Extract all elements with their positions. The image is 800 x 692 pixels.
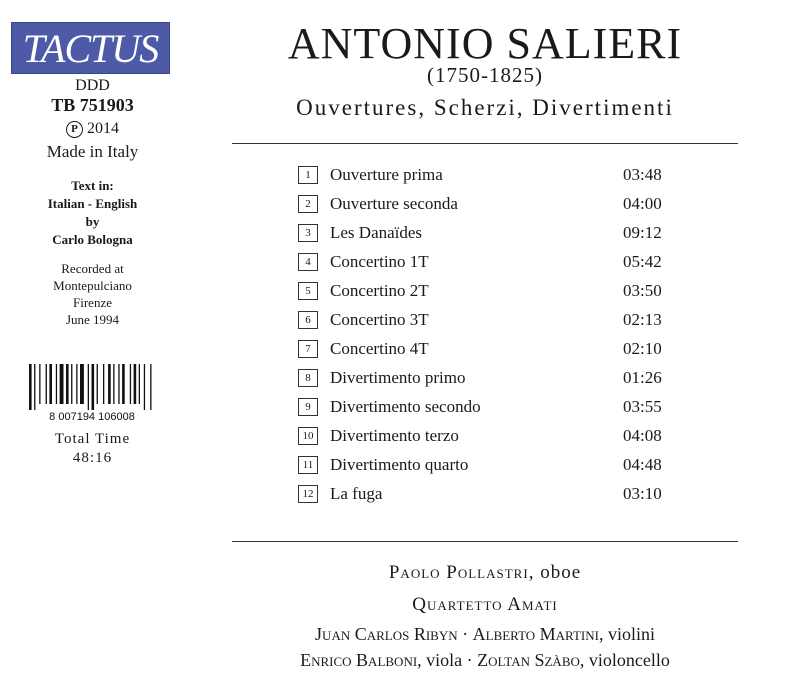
track-duration: 01:26 [623,368,662,387]
tactus-logo [11,22,170,74]
album-subtitle: Ouvertures, Scherzi, Divertimenti [296,95,674,120]
track-title: Concertino 2T [330,281,429,300]
cellist-name: Zoltan Szàbo [477,650,580,670]
barcode-bar [108,364,111,404]
track-number: 6 [298,311,318,329]
barcode-bar [29,364,32,410]
track-duration: 03:50 [623,281,662,300]
phonogram-line [0,120,185,138]
text-in-line: Text in: [71,178,114,193]
track-duration: 03:48 [623,165,662,184]
year: 2014 [87,120,119,137]
track-row [298,481,678,510]
violist-name: Enrico Balboni [300,650,418,670]
track-title: Ouverture prima [330,165,443,184]
text-in-line: Italian - English [47,196,138,211]
total-time-value: 48:16 [72,450,113,466]
track-number: 1 [298,166,318,184]
recording-info [0,260,185,328]
recording-line: June 1994 [65,312,120,327]
phonogram-icon: P [66,121,83,138]
track-title: Divertimento primo [330,368,466,387]
text-in-line: by [85,214,100,229]
barcode-bar [76,364,77,404]
track-duration: 02:10 [623,339,662,358]
barcode-bar [46,364,47,404]
format-code: DDD [75,77,110,94]
track-row [298,365,678,394]
track-duration: 09:12 [623,223,662,242]
track-number: 8 [298,369,318,387]
soloist-name: Paolo Pollastri [388,562,529,583]
track-duration: 03:55 [623,397,662,416]
track-number: 7 [298,340,318,358]
barcode-bar [103,364,104,404]
composer-dates: (1750-1825) [427,63,543,87]
barcode-bar [34,364,35,410]
barcode-bar [150,364,151,410]
total-time-label: Total Time [54,431,131,447]
divider [232,143,738,144]
track-duration: 04:48 [623,455,662,474]
barcode-bar [97,364,98,404]
recording-line: Recorded at [61,261,124,276]
soloist-role: , oboe [528,562,582,583]
barcode-bar [49,364,52,404]
recording-line: Montepulciano [53,278,132,293]
logo-text: TACTUS [22,25,159,71]
soloist-credit [232,562,738,584]
barcode-bar [113,364,114,404]
catalog-number: TB 751903 [51,95,134,115]
track-row [298,249,678,278]
violist-role: , viola [417,650,463,670]
barcode-bar [56,364,57,404]
ensemble-name: Quartetto Amati [412,594,558,615]
track-row [298,307,678,336]
barcode-bar [134,364,137,404]
track-number: 2 [298,195,318,213]
barcode-bar [118,364,119,404]
recording-line: Firenze [73,295,112,310]
total-time [0,430,185,468]
track-duration: 02:13 [623,310,662,329]
track-title: Divertimento quarto [330,455,469,474]
barcode [27,362,157,422]
separator: · [462,624,469,644]
divider [232,541,738,542]
track-row [298,162,678,191]
track-duration: 05:42 [623,252,662,271]
track-number: 4 [298,253,318,271]
track-row [298,220,678,249]
viola-cello-credit [232,650,738,671]
barcode-bar [130,364,131,404]
track-row [298,394,678,423]
barcode-bar [66,364,69,404]
track-title: Concertino 4T [330,339,429,358]
cellist-role: , violoncello [579,650,670,670]
separator: · [466,650,473,670]
track-duration: 03:10 [623,484,662,503]
violinist-name: Alberto Martini [472,624,599,644]
track-title: Divertimento terzo [330,426,459,445]
violinist-name: Juan Carlos Ribyn [315,624,458,644]
track-number: 5 [298,282,318,300]
barcode-bar [139,364,140,404]
barcode-digits: 8 007194 106008 [49,411,135,422]
track-row [298,452,678,481]
barcode-bar [80,364,84,404]
violins-role: , violini [598,624,655,644]
track-row [298,423,678,452]
track-title: Les Danaïdes [330,223,423,242]
track-number: 9 [298,398,318,416]
track-title: Ouverture seconda [330,194,458,213]
violins-credit [232,624,738,645]
track-title: La fuga [330,484,383,503]
track-title: Concertino 3T [330,310,429,329]
barcode-bar [71,364,72,404]
barcode-bar [122,364,125,404]
track-row [298,336,678,365]
track-number: 3 [298,224,318,242]
barcode-bar [60,364,64,404]
text-in-block [0,177,185,249]
track-number: 10 [298,427,318,445]
track-row [298,278,678,307]
track-title: Divertimento secondo [330,397,481,416]
composer-name: ANTONIO SALIERI [287,19,683,68]
barcode-bar [92,364,95,410]
barcode-bar [144,364,145,410]
track-number: 11 [298,456,318,474]
track-row [298,191,678,220]
track-title: Concertino 1T [330,252,429,271]
track-number: 12 [298,485,318,503]
made-in: Made in Italy [46,142,139,161]
track-duration: 04:00 [623,194,662,213]
track-duration: 04:08 [623,426,662,445]
barcode-bar [88,364,89,410]
barcode-bar [39,364,40,404]
text-in-line: Carlo Bologna [52,232,133,247]
